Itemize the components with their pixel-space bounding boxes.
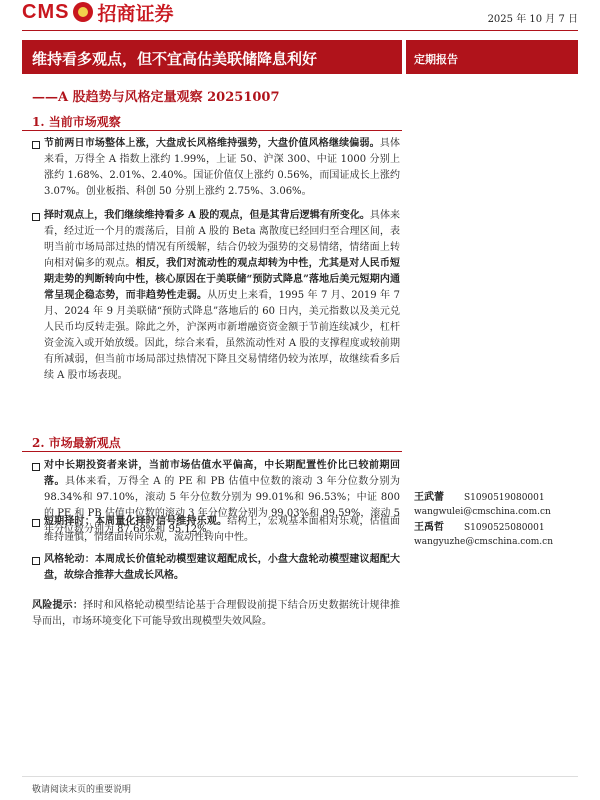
section-divider-2	[22, 451, 402, 452]
header-divider	[22, 30, 578, 31]
list-item	[32, 136, 400, 200]
section-title-1: 1. 当前市场观察	[32, 115, 121, 129]
logo-en: CMS	[22, 0, 70, 23]
bullet-text: 具体来看，万得全 A 的 PE 和 PB 估值中位数的滚动 3 年分位数分别为 98.34%和 97.10%，滚动 5 年分位数分别为 99.01%和 96.53%；中证 800 的 PE 和 PB 估值中位数的滚动 3 年分位数分别为 99.03%和 99.59%，滚动 5 年分位数分别为 87.68%和 95.12%。	[44, 476, 401, 535]
list-item	[32, 514, 400, 546]
report-date: 2025 年 10 月 7 日	[487, 14, 578, 25]
bullet-emphasis: 相反，我们对流动性的观点却转为中性，尤其是对人民币短期走势的判断转向中性，核心原因在于美联储“预防式降息”落地后美元短期内通常呈现企稳态势，而非趋势性走弱。	[44, 258, 401, 301]
analyst-name: 王禹哲	[414, 522, 444, 533]
bullet-square-icon	[32, 519, 40, 527]
report-type-banner	[406, 40, 578, 74]
title-banner	[22, 40, 402, 74]
analyst-id: S1090525080001	[464, 523, 545, 533]
analyst-card	[414, 518, 553, 547]
section-title-2: 2. 市场最新观点	[32, 436, 121, 450]
bullet-square-icon	[32, 463, 40, 471]
report-subtitle: ——A 股趋势与风格定量观察 20251007	[32, 90, 280, 105]
bullet-square-icon	[32, 213, 40, 221]
list-item	[32, 552, 400, 584]
analyst-id: S1090519080001	[464, 493, 545, 503]
risk-label: 风险提示：	[32, 600, 84, 611]
report-title: 维持看多观点，但不宜高估美联储降息利好	[32, 50, 318, 68]
section-divider-1	[22, 130, 402, 131]
analyst-email[interactable]: wangwulei@cmschina.com.cn	[414, 507, 551, 517]
bullet-square-icon	[32, 557, 40, 565]
bullet-lead: 节前两日市场整体上涨，大盘成长风格维持强势，大盘价值风格继续偏弱。	[44, 138, 380, 149]
list-item	[32, 208, 400, 384]
bullet-lead: 对中长期投资者来讲，当前市场估值水平偏高，中长期配置性价比已较前期回落。	[44, 460, 400, 487]
bullet-lead: 风格轮动：本周成长价值轮动模型建议超配成长，小盘大盘轮动模型建议超配大盘，故综合推荐大盘成长风格。	[44, 554, 400, 581]
analyst-email[interactable]: wangyuzhe@cmschina.com.cn	[414, 537, 553, 547]
footer-divider	[22, 776, 578, 777]
bullet-lead: 择时观点上，我们继续维持看多 A 股的观点，但是其背后逻辑有所变化。	[44, 210, 370, 221]
analyst-name: 王武蕾	[414, 492, 444, 503]
risk-text: 择时和风格轮动模型结论基于合理假设前提下结合历史数据统计规律推导而出，市场环境变化下可能导致出现模型失效风险。	[32, 600, 401, 627]
bullet-text-2: 从历史上来看，1995 年 7 月、2019 年 7 月、2024 年 9 月美联储“预防式降息”落地后的 60 日内，美元指数以及美元兑人民币均反转走强。除此之外，沪深两市新增融资资金额于节前连续减少，杠杆资金流入或开始放缓。因此，综合来看，虽然流动性对 A 股的支撑程度或较前期有所减弱，但当前市场局部过热情况下降且交易情绪仍较为浓厚，故继续看多后续 A 股市场表现。	[44, 290, 400, 381]
bullet-text: 具体来看，经过近一个月的震荡后，目前 A 股的 Beta 离散度已经回归至合理区间，表明当前市场局部过热的情况有所缓解，结合仍较为强势的交易情绪，情绪面上转向相对偏多的观点。	[44, 210, 400, 269]
report-type: 定期报告	[414, 53, 458, 66]
analyst-card	[414, 488, 551, 517]
bullet-text: 结构上，宏观基本面相对乐观，估值面维持谨慎，情绪面转向乐观，流动性转向中性。	[44, 516, 401, 543]
bullet-lead: 短期择时：本周量化择时信号维持乐观。	[44, 516, 228, 527]
logo-cn: 招商证券	[97, 2, 174, 25]
bullet-square-icon	[32, 141, 40, 149]
risk-warning	[32, 598, 400, 630]
logo-emblem-icon	[73, 2, 93, 22]
footer-note: 敬请阅读末页的重要说明	[32, 785, 132, 795]
bullet-text: 具体来看，万得全 A 指数上涨约 1.99%，上证 50、沪深 300、中证 1000 分别上涨约 1.68%、2.01%、2.40%。国证价值仅上涨约 0.56%，而国证成长上涨约 3.07%。创业板指、科创 50 分别上涨约 2.75%、3.06%。	[44, 138, 401, 197]
company-logo	[22, 0, 173, 24]
